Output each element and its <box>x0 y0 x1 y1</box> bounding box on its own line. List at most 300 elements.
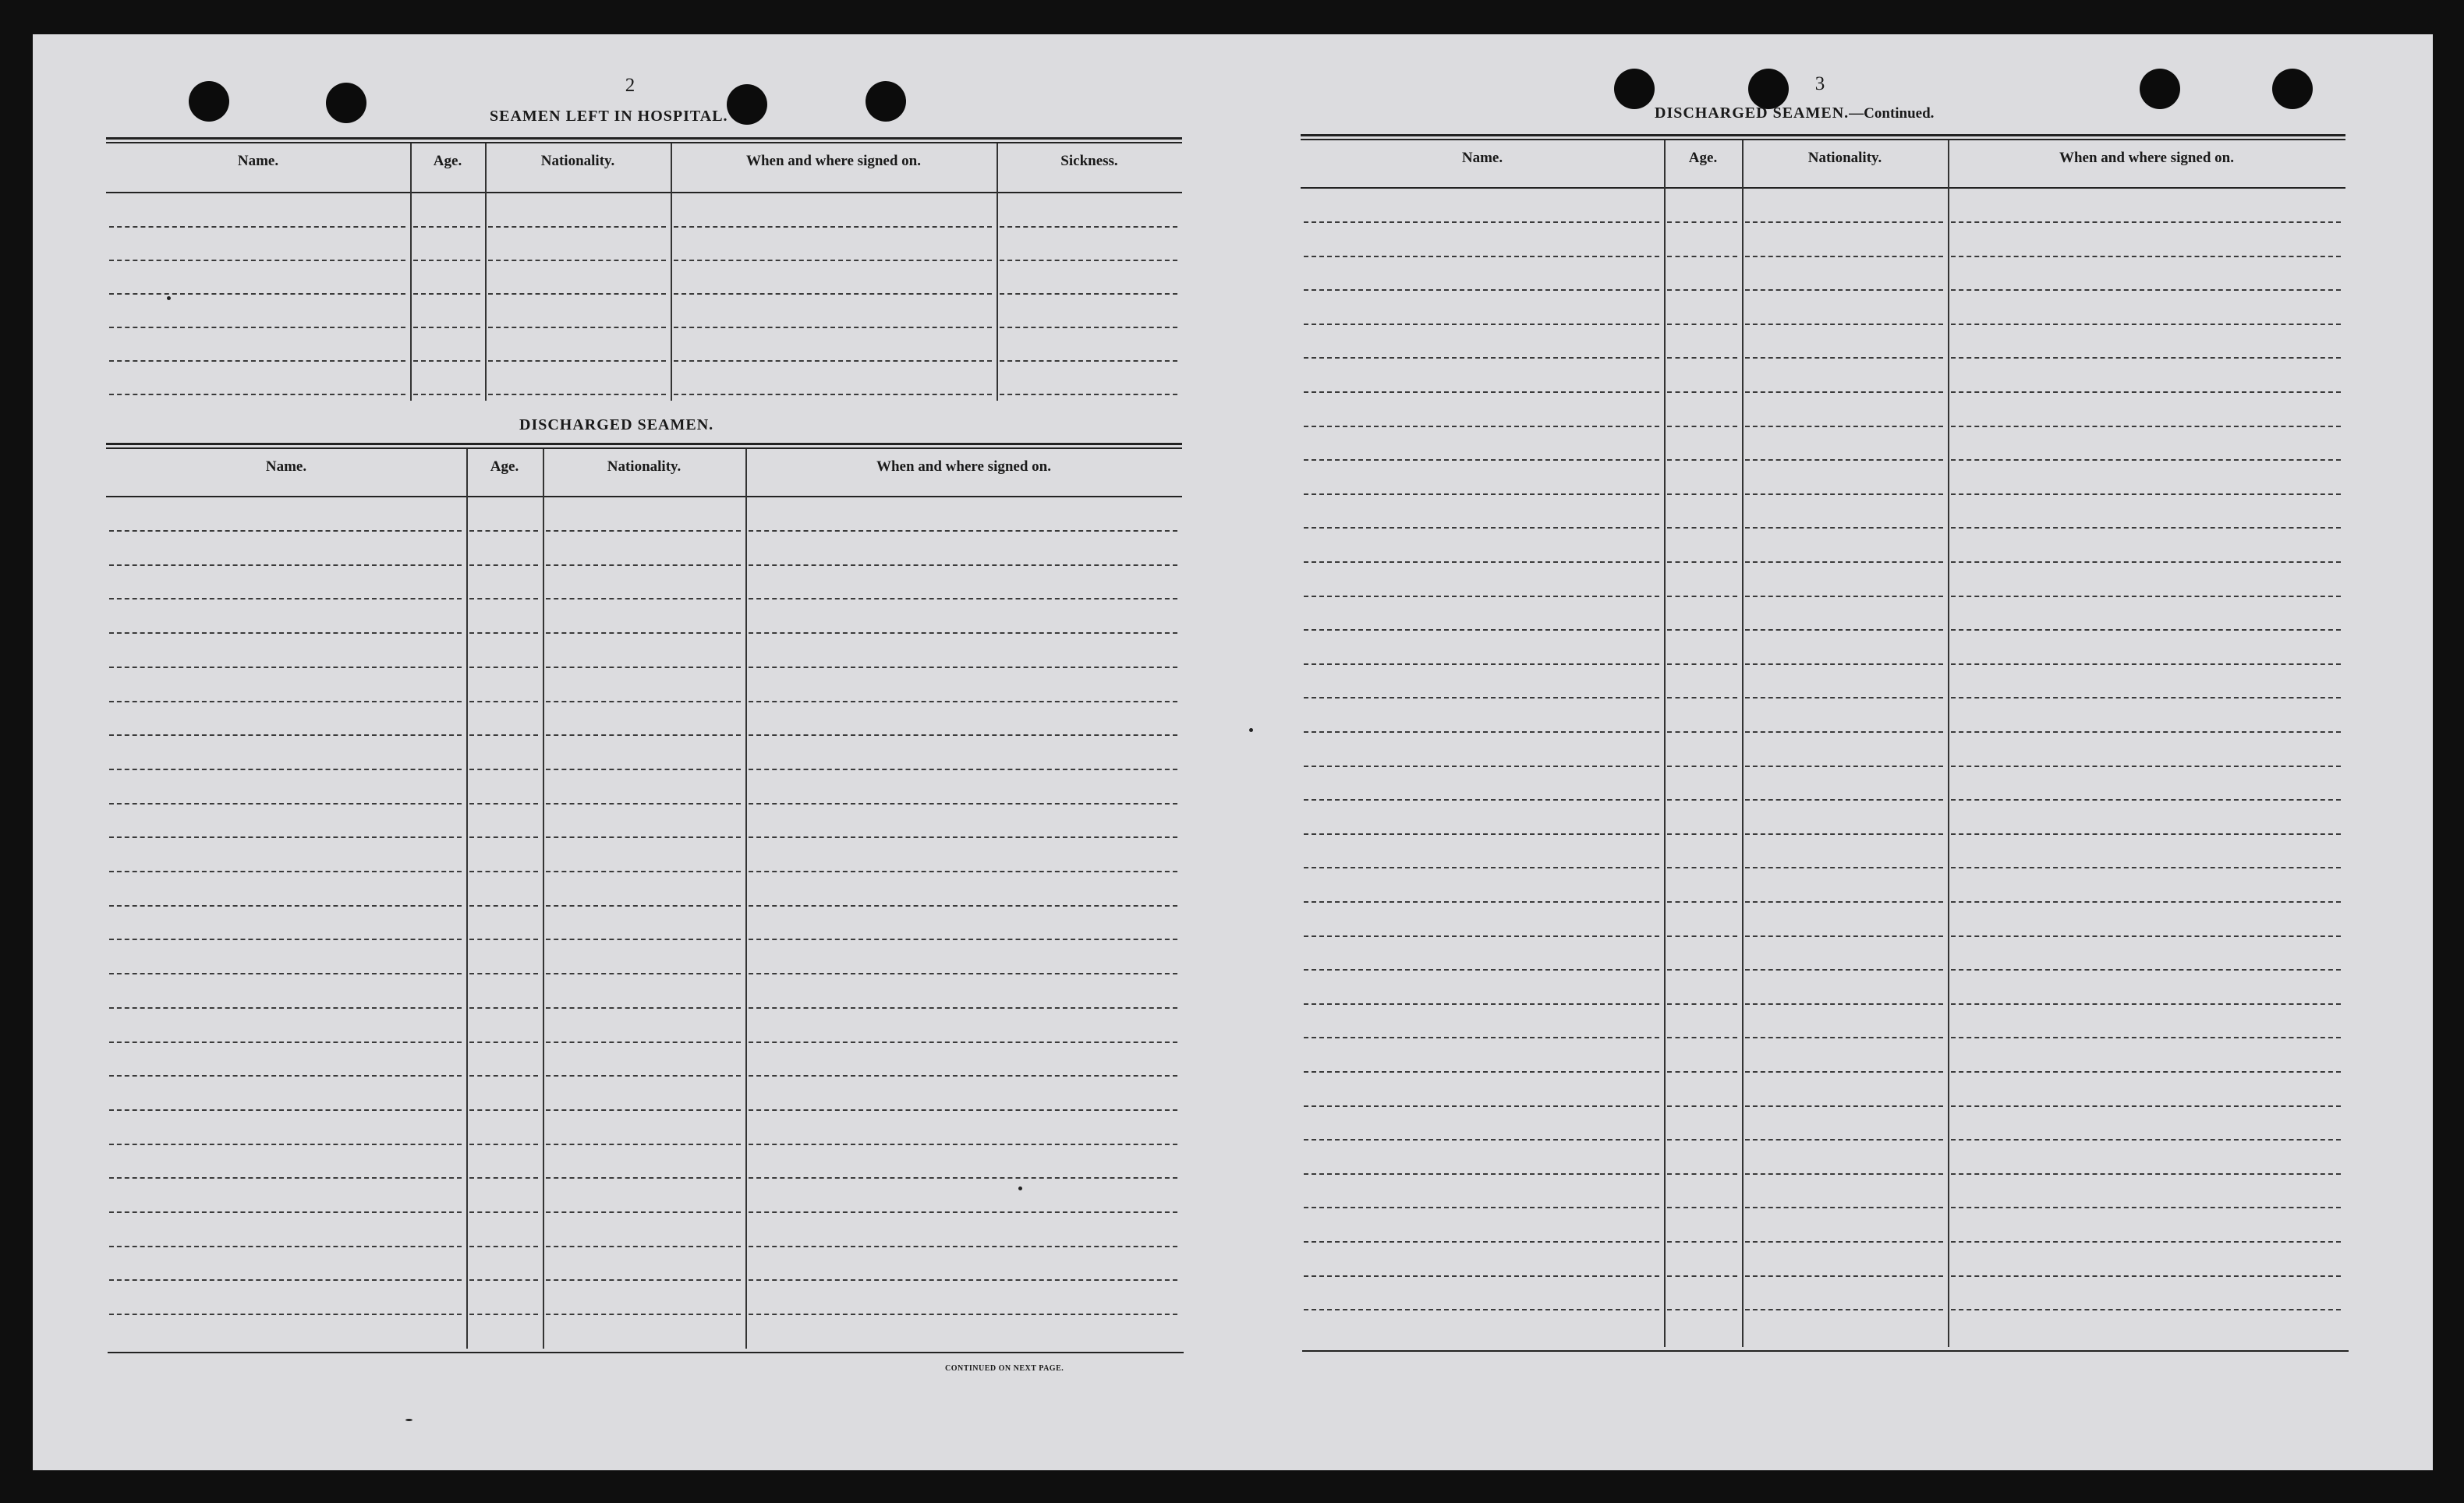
ruled-line <box>546 598 741 599</box>
ruled-line <box>1304 833 1659 835</box>
punch-hole <box>326 83 366 123</box>
ruled-line <box>1951 799 2341 801</box>
ruled-line <box>546 1109 741 1111</box>
hospital-heading: SEAMEN LEFT IN HOSPITAL. <box>490 108 728 125</box>
ruled-line <box>749 1144 1177 1145</box>
ruled-line <box>546 1246 741 1247</box>
ruled-line <box>1745 527 1943 529</box>
ruled-line <box>749 803 1177 805</box>
ruled-line <box>109 1246 462 1247</box>
ruled-line <box>469 530 538 532</box>
ruled-line <box>749 632 1177 634</box>
ruled-line <box>109 293 405 295</box>
ruled-line <box>1667 391 1737 393</box>
ruled-line <box>1667 493 1737 495</box>
ruled-line <box>1951 1071 2341 1073</box>
punch-hole <box>2140 69 2180 109</box>
ruled-line <box>1304 1241 1659 1243</box>
discharged-continued-title: DISCHARGED SEAMEN. <box>1655 104 1850 122</box>
ruled-line <box>109 1314 462 1315</box>
ruled-line <box>749 769 1177 770</box>
ruled-line <box>1667 527 1737 529</box>
hospital-table-top-rule <box>106 142 1182 143</box>
ruled-line <box>1304 901 1659 903</box>
ruled-line <box>1951 1309 2341 1310</box>
ruled-line <box>109 939 462 940</box>
ruled-line <box>469 632 538 634</box>
ruled-line <box>1304 799 1659 801</box>
ruled-line <box>1745 459 1943 461</box>
ruled-line <box>1745 357 1943 359</box>
ruled-line <box>1745 799 1943 801</box>
ruled-line <box>1951 1275 2341 1277</box>
ruled-line <box>749 973 1177 974</box>
ruled-line <box>546 1211 741 1213</box>
ruled-line <box>1667 867 1737 868</box>
ruled-line <box>1667 969 1737 971</box>
ruled-line <box>749 530 1177 532</box>
ruled-line <box>749 836 1177 838</box>
ruled-line <box>1304 766 1659 767</box>
ruled-line <box>546 905 741 907</box>
ruled-line <box>1667 663 1737 665</box>
ruled-line <box>674 327 992 328</box>
ruled-line <box>546 1075 741 1077</box>
ruled-line <box>546 530 741 532</box>
discharged-heading: DISCHARGED SEAMEN. <box>519 416 714 433</box>
ruled-line <box>469 1314 538 1315</box>
ruled-line <box>1951 289 2341 291</box>
ruled-line <box>1667 1173 1737 1175</box>
ruled-line <box>1667 833 1737 835</box>
ruled-line <box>546 939 741 940</box>
ruled-line <box>674 260 992 261</box>
column-divider <box>997 143 998 401</box>
ruled-line <box>488 226 666 228</box>
ruled-line <box>109 327 405 328</box>
ruled-line <box>109 360 405 362</box>
ruled-line <box>1951 256 2341 257</box>
ruled-line <box>413 293 480 295</box>
ruled-line <box>1745 561 1943 563</box>
ruled-line <box>1000 226 1177 228</box>
ruled-line <box>469 1177 538 1179</box>
ledger-sheet <box>33 34 2433 1470</box>
ruled-line <box>1951 697 2341 698</box>
ruled-line <box>749 939 1177 940</box>
discharged-table-top-rule <box>106 447 1182 449</box>
ruled-line <box>1951 935 2341 937</box>
ruled-line <box>749 598 1177 599</box>
page-number-right: 3 <box>1814 73 1825 94</box>
right-table-top-rule <box>1301 139 2345 140</box>
column-header: When and where signed on. <box>2059 150 2234 166</box>
ruled-line <box>749 1246 1177 1247</box>
ruled-line <box>1667 221 1737 223</box>
ruled-line <box>1667 697 1737 698</box>
ruled-line <box>749 871 1177 872</box>
ruled-line <box>109 734 462 736</box>
column-header: Nationality. <box>540 153 615 169</box>
ruled-line <box>1745 867 1943 868</box>
ruled-line <box>1745 969 1943 971</box>
column-header: Nationality. <box>1807 150 1882 166</box>
ruled-line <box>1667 324 1737 325</box>
ruled-line <box>1667 799 1737 801</box>
ruled-line <box>109 803 462 805</box>
ruled-line <box>1304 221 1659 223</box>
ruled-line <box>546 1041 741 1043</box>
ruled-line <box>109 564 462 566</box>
ruled-line <box>546 973 741 974</box>
ruled-line <box>1745 629 1943 631</box>
column-divider <box>543 449 544 1349</box>
column-divider <box>410 143 412 401</box>
column-divider <box>466 449 468 1349</box>
ruled-line <box>469 803 538 805</box>
ruled-line <box>546 1007 741 1009</box>
ruled-line <box>469 564 538 566</box>
ruled-line <box>109 260 405 261</box>
ruled-line <box>1000 293 1177 295</box>
ruled-line <box>1667 256 1737 257</box>
ruled-line <box>1951 1241 2341 1243</box>
ruled-line <box>546 1314 741 1315</box>
ruled-line <box>469 598 538 599</box>
ruled-line <box>1951 561 2341 563</box>
ruled-line <box>1745 256 1943 257</box>
ruled-line <box>1951 833 2341 835</box>
ruled-line <box>1745 426 1943 427</box>
ruled-line <box>109 1211 462 1213</box>
ruled-line <box>1304 527 1659 529</box>
ruled-line <box>1304 1071 1659 1073</box>
ruled-line <box>1951 663 2341 665</box>
ruled-line <box>1951 766 2341 767</box>
ruled-line <box>1667 731 1737 733</box>
ruled-line <box>488 293 666 295</box>
discharged-continued-heading <box>1655 104 1934 122</box>
ruled-line <box>413 360 480 362</box>
column-divider <box>745 449 747 1349</box>
ruled-line <box>109 701 462 702</box>
ruled-line <box>1667 1207 1737 1208</box>
column-header: Name. <box>1461 150 1503 166</box>
ruled-line <box>1667 1105 1737 1107</box>
ruled-line <box>1000 327 1177 328</box>
ruled-line <box>546 871 741 872</box>
ruled-line <box>1951 1207 2341 1208</box>
ruled-line <box>1951 1139 2341 1141</box>
ruled-line <box>1304 935 1659 937</box>
ruled-line <box>546 769 741 770</box>
ruled-line <box>1951 1037 2341 1038</box>
ruled-line <box>413 260 480 261</box>
ruled-line <box>469 939 538 940</box>
column-divider <box>1742 140 1744 1347</box>
ruled-line <box>1304 357 1659 359</box>
ruled-line <box>674 394 992 395</box>
ruled-line <box>1745 766 1943 767</box>
continued-footnote: CONTINUED ON NEXT PAGE. <box>945 1364 1064 1373</box>
ruled-line <box>109 1177 462 1179</box>
ruled-line <box>469 973 538 974</box>
ruled-line <box>1951 391 2341 393</box>
ruled-line <box>1667 596 1737 597</box>
ruled-line <box>1304 697 1659 698</box>
ruled-line <box>1745 391 1943 393</box>
ruled-line <box>1667 935 1737 937</box>
ruled-line <box>1667 1003 1737 1005</box>
discharged-table-bottom-rule <box>108 1352 1184 1353</box>
ruled-line <box>488 394 666 395</box>
punch-hole <box>2272 69 2313 109</box>
ruled-line <box>1000 360 1177 362</box>
ruled-line <box>1304 256 1659 257</box>
ruled-line <box>1745 221 1943 223</box>
ruled-line <box>749 1075 1177 1077</box>
ruled-line <box>1951 1105 2341 1107</box>
ruled-line <box>109 1075 462 1077</box>
ruled-line <box>1745 833 1943 835</box>
scan-speck <box>167 296 171 300</box>
ruled-line <box>1745 697 1943 698</box>
ruled-line <box>413 226 480 228</box>
ruled-line <box>109 769 462 770</box>
ruled-line <box>109 667 462 668</box>
ruled-line <box>1745 1207 1943 1208</box>
ruled-line <box>1667 629 1737 631</box>
ruled-line <box>674 293 992 295</box>
ruled-line <box>1667 459 1737 461</box>
ruled-line <box>749 1109 1177 1111</box>
ruled-line <box>546 734 741 736</box>
column-header: Nationality. <box>607 458 681 475</box>
column-header: Sickness. <box>1060 153 1118 169</box>
ruled-line <box>1745 1071 1943 1073</box>
scan-speck <box>405 1419 412 1421</box>
header-rule <box>1301 187 2345 189</box>
ruled-line <box>1667 1071 1737 1073</box>
ruled-line <box>1951 459 2341 461</box>
ruled-line <box>1951 527 2341 529</box>
punch-hole <box>1748 69 1789 109</box>
ruled-line <box>1745 289 1943 291</box>
ruled-line <box>546 836 741 838</box>
ruled-line <box>1667 357 1737 359</box>
ruled-line <box>1000 394 1177 395</box>
ruled-line <box>469 871 538 872</box>
ruled-line <box>1304 1173 1659 1175</box>
ruled-line <box>1951 969 2341 971</box>
ruled-line <box>1304 969 1659 971</box>
ruled-line <box>1745 1275 1943 1277</box>
ruled-line <box>1304 1309 1659 1310</box>
continued-suffix: —Continued. <box>1849 105 1935 122</box>
ruled-line <box>749 905 1177 907</box>
ruled-line <box>109 632 462 634</box>
ruled-line <box>1745 935 1943 937</box>
ruled-line <box>1745 731 1943 733</box>
ruled-line <box>546 632 741 634</box>
ruled-line <box>1951 629 2341 631</box>
ruled-line <box>1304 1139 1659 1141</box>
ruled-line <box>749 1314 1177 1315</box>
ruled-line <box>1951 493 2341 495</box>
ruled-line <box>1304 391 1659 393</box>
column-header: Age. <box>490 458 519 475</box>
ruled-line <box>1304 324 1659 325</box>
header-rule <box>106 496 1182 497</box>
ruled-line <box>674 226 992 228</box>
ruled-line <box>1667 1139 1737 1141</box>
ruled-line <box>109 1007 462 1009</box>
ruled-line <box>469 905 538 907</box>
right-table-bottom-rule <box>1302 1350 2349 1352</box>
punch-hole <box>189 81 229 122</box>
ruled-line <box>1745 1105 1943 1107</box>
ruled-line <box>1304 561 1659 563</box>
ruled-line <box>1951 357 2341 359</box>
ruled-line <box>1304 493 1659 495</box>
column-header: Age. <box>433 153 462 169</box>
ruled-line <box>469 769 538 770</box>
ruled-line <box>1745 1309 1943 1310</box>
punch-hole <box>1614 69 1655 109</box>
ruled-line <box>546 803 741 805</box>
ruled-line <box>1667 561 1737 563</box>
ruled-line <box>1304 1275 1659 1277</box>
ruled-line <box>1745 1241 1943 1243</box>
ruled-line <box>1304 663 1659 665</box>
ruled-line <box>488 360 666 362</box>
ruled-line <box>1667 766 1737 767</box>
ruled-line <box>1745 901 1943 903</box>
ruled-line <box>546 667 741 668</box>
ruled-line <box>1745 324 1943 325</box>
ruled-line <box>1304 629 1659 631</box>
ruled-line <box>546 1144 741 1145</box>
ruled-line <box>109 598 462 599</box>
ruled-line <box>1951 596 2341 597</box>
ruled-line <box>1745 1037 1943 1038</box>
ruled-line <box>413 394 480 395</box>
ruled-line <box>1951 901 2341 903</box>
ruled-line <box>469 1279 538 1281</box>
ruled-line <box>469 667 538 668</box>
column-header: Name. <box>265 458 307 475</box>
ruled-line <box>1667 1037 1737 1038</box>
column-divider <box>485 143 487 401</box>
ruled-line <box>109 1041 462 1043</box>
ruled-line <box>1667 1309 1737 1310</box>
ruled-line <box>1304 731 1659 733</box>
ruled-line <box>1745 1173 1943 1175</box>
ruled-line <box>1304 1105 1659 1107</box>
ruled-line <box>469 1007 538 1009</box>
ruled-line <box>109 394 405 395</box>
ruled-line <box>109 973 462 974</box>
punch-hole <box>727 84 767 125</box>
column-header: When and where signed on. <box>876 458 1051 475</box>
ruled-line <box>413 327 480 328</box>
column-divider <box>1948 140 1949 1347</box>
ruled-line <box>109 836 462 838</box>
ruled-line <box>749 1007 1177 1009</box>
ruled-line <box>546 1177 741 1179</box>
ruled-line <box>546 564 741 566</box>
ruled-line <box>1951 1003 2341 1005</box>
column-divider <box>671 143 672 401</box>
ruled-line <box>1951 867 2341 868</box>
column-divider <box>1664 140 1666 1347</box>
ruled-line <box>1951 731 2341 733</box>
scan-speck <box>1018 1186 1022 1190</box>
ruled-line <box>1304 867 1659 868</box>
column-header: When and where signed on. <box>745 153 921 169</box>
column-header: Name. <box>237 153 279 169</box>
ruled-line <box>1667 426 1737 427</box>
ruled-line <box>109 1144 462 1145</box>
ruled-line <box>488 327 666 328</box>
ruled-line <box>749 734 1177 736</box>
scan-speck <box>1249 728 1253 732</box>
ruled-line <box>674 360 992 362</box>
ruled-line <box>1667 1275 1737 1277</box>
ruled-line <box>109 226 405 228</box>
ruled-line <box>1951 426 2341 427</box>
ruled-line <box>1304 596 1659 597</box>
ruled-line <box>749 1211 1177 1213</box>
ruled-line <box>109 1279 462 1281</box>
ruled-line <box>469 836 538 838</box>
ruled-line <box>1000 260 1177 261</box>
ruled-line <box>1304 426 1659 427</box>
ruled-line <box>749 564 1177 566</box>
ruled-line <box>469 1075 538 1077</box>
page-number-left: 2 <box>625 75 635 96</box>
ruled-line <box>109 871 462 872</box>
ruled-line <box>469 1041 538 1043</box>
punch-hole <box>866 81 906 122</box>
ruled-line <box>1745 663 1943 665</box>
ruled-line <box>109 905 462 907</box>
header-rule <box>106 192 1182 193</box>
ruled-line <box>546 1279 741 1281</box>
ruled-line <box>1745 1139 1943 1141</box>
ruled-line <box>1951 324 2341 325</box>
right-table-top-rule <box>1301 134 2345 136</box>
ruled-line <box>1304 459 1659 461</box>
ruled-line <box>488 260 666 261</box>
ruled-line <box>469 734 538 736</box>
hospital-table-top-rule <box>106 137 1182 140</box>
ruled-line <box>469 1109 538 1111</box>
ruled-line <box>749 1177 1177 1179</box>
ruled-line <box>1304 1003 1659 1005</box>
ruled-line <box>469 1211 538 1213</box>
ruled-line <box>1667 1241 1737 1243</box>
ruled-line <box>1304 1207 1659 1208</box>
ruled-line <box>1304 289 1659 291</box>
ruled-line <box>109 530 462 532</box>
ruled-line <box>1745 1003 1943 1005</box>
ruled-line <box>749 701 1177 702</box>
ruled-line <box>749 667 1177 668</box>
ruled-line <box>1667 289 1737 291</box>
ruled-line <box>749 1041 1177 1043</box>
ruled-line <box>1951 221 2341 223</box>
